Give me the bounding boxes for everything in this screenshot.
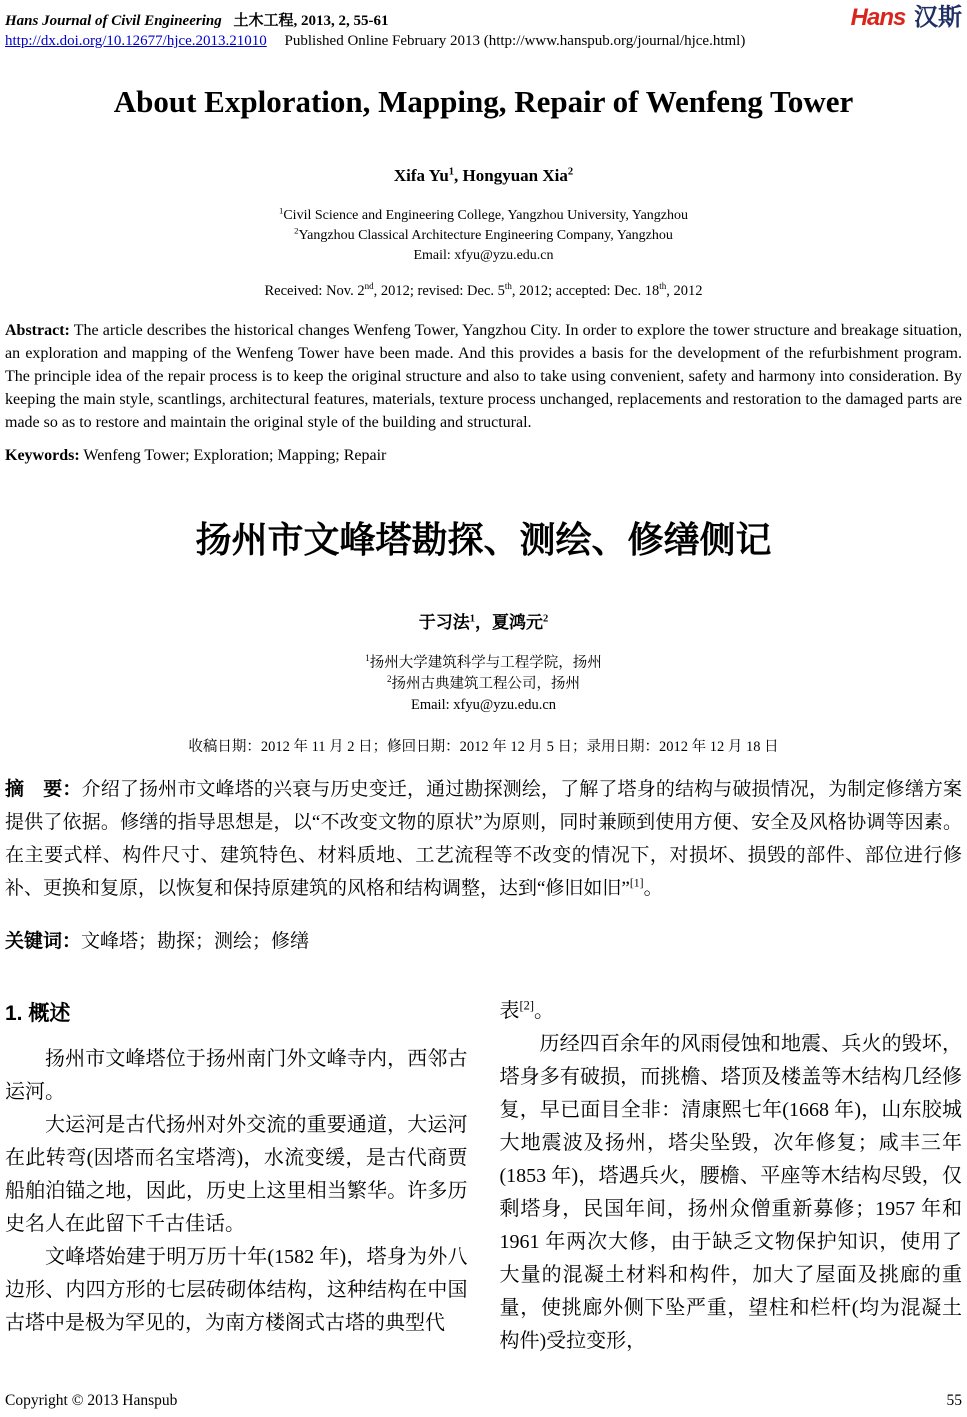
- journal-title-zh: 土木工程, 2013, 2, 55-61: [233, 13, 389, 29]
- keywords-en-text: Wenfeng Tower; Exploration; Mapping; Repair: [79, 447, 387, 464]
- right-paragraph-1: 历经四百余年的风雨侵蚀和地震、兵火的毁坏，塔身多有破损，而挑檐、塔顶及楼盖等木结构几经修复，早已面目全非：清康熙七年(1668 年)，山东胶城大地震波及扬州，塔尖坠毁，次年修复；咸丰三年(1853 年)，塔遇兵火，腰檐、平座等木结构尽毁，仅剩塔身，民国年间，扬州众僧重新募修；1957 年和 1961 年两次大修，由于缺乏文物保护知识，使用了大量的混凝土材料和构件，加大了屋面及挑廊的重量，使挑廊外侧下坠严重，望柱和栏杆(均为混凝土构件)受拉变形，: [499, 1033, 962, 1352]
- affiliations-en: [5, 206, 962, 266]
- email-zh: Email: xfyu@yzu.edu.cn: [410, 697, 557, 713]
- author-en-1: Xifa Yu: [393, 166, 449, 185]
- dates-zh: 收稿日期：2012 年 11 月 2 日；修回日期：2012 年 12 月 5 日；录用日期：2012 年 12 月 18 日: [188, 739, 779, 755]
- right-column: [500, 995, 963, 1358]
- author-en-2-sup: 2: [567, 166, 574, 178]
- received-part-2: , 2012; revised: Dec. 5: [373, 283, 505, 299]
- copyright-text: Copyright © 2013 Hanspub: [5, 1392, 178, 1409]
- author-zh-2: 夏鸿元: [492, 613, 543, 632]
- footnote-ref-1: [1]: [629, 876, 644, 890]
- received-line: [5, 283, 962, 300]
- affiliation-en-1-text: Civil Science and Engineering College, Yangzhou University, Yangzhou: [283, 208, 688, 223]
- author-en-1-sup: 1: [448, 166, 455, 178]
- hans-logo-text: Hans: [850, 4, 906, 31]
- abstract-zh-end: 。: [643, 878, 663, 899]
- hans-logo-zh-text: 汉斯: [914, 4, 962, 31]
- paper-title-zh: 扬州市文峰塔勘探、测绘、修缮侧记: [195, 520, 772, 560]
- right-cont-end: 。: [533, 1000, 554, 1022]
- author-en-sep: ,: [454, 166, 463, 185]
- journal-header: [5, 6, 962, 30]
- affiliation-zh-2: [5, 674, 962, 695]
- affiliation-zh-2-sup: 2: [387, 674, 392, 685]
- doi-link[interactable]: http://dx.doi.org/10.12677/hjce.2013.21010: [5, 33, 267, 49]
- affiliation-zh-1: [5, 653, 962, 674]
- affiliation-en-2-text: Yangzhou Classical Architecture Engineering Company, Yangzhou: [298, 228, 673, 243]
- footnote-ref-2: [2]: [519, 998, 534, 1013]
- author-zh-2-sup: 2: [543, 613, 549, 625]
- received-sup-1: nd: [364, 281, 374, 292]
- body-columns: [5, 995, 962, 1358]
- affiliation-zh-1-text: 扬州大学建筑科学与工程学院，扬州: [369, 655, 602, 671]
- abstract-zh-label: 摘 要：: [5, 779, 82, 800]
- received-part-3: , 2012; accepted: Dec. 18: [511, 283, 660, 299]
- authors-zh: [5, 608, 962, 633]
- doi-line: [5, 33, 962, 50]
- keywords-en: [5, 447, 962, 465]
- affiliation-zh-2-text: 扬州古典建筑工程公司，扬州: [391, 676, 580, 692]
- received-sup-3: th: [659, 281, 667, 292]
- keywords-zh: [5, 926, 962, 953]
- left-paragraph-3: 文峰塔始建于明万历十年(1582 年)，塔身为外八边形、内四方形的七层砖砌体结构，这种结构在中国古塔中是极为罕见的，为南方楼阁式古塔的典型代: [5, 1246, 468, 1334]
- affiliations-zh: [5, 653, 962, 716]
- affiliation-en-1: [5, 206, 962, 226]
- email-en: Email: xfyu@yzu.edu.cn: [413, 248, 554, 263]
- page-footer: [5, 1392, 962, 1410]
- hanspub-logo: [851, 6, 962, 30]
- abstract-en: [5, 319, 962, 434]
- left-paragraph-1: 扬州市文峰塔位于扬州南门外文峰寺内，西邻古运河。: [5, 1048, 468, 1103]
- journal-title-en: Hans Journal of Civil Engineering: [5, 13, 222, 29]
- abstract-zh-text: 介绍了扬州市文峰塔的兴衰与历史变迁，通过勘探测绘，了解了塔身的结构与破损情况，为制定修缮方案提供了依据。修缮的指导思想是，以“不改变文物的原状”为原则，同时兼顾到使用方便、安全及风格协调等因素。在主要式样、构件尺寸、建筑特色、材料质地、工艺流程等不改变的情况下，对损坏、损毁的部件、部位进行修补、更换和复原，以恢复和保持原建筑的风格和结构调整，达到“修旧如旧”: [5, 779, 962, 899]
- affiliation-en-1-sup: 1: [279, 205, 284, 216]
- affiliation-en-2-sup: 2: [294, 225, 299, 236]
- keywords-en-label: Keywords:: [5, 447, 80, 464]
- right-cont-text: 表: [499, 1000, 520, 1022]
- received-sup-2: th: [504, 281, 512, 292]
- abstract-en-text: The article describes the historical changes Wenfeng Tower, Yangzhou City. In order to explore the tower structure and breakage situation, an exploration and mapping of the Wenfeng Tower have been made. And this provides a basis for the development of the refurbishment program. The principle idea of the repair process is to keep the original structure and also to take using convenient, safety and harmony into consideration. By keeping the main style, scantlings, architectural features, materials, texture process unchanged, replacements and restoration to the damaged parts are made so as to restore and maintain the original style of the building and structural.: [5, 322, 962, 431]
- left-column: [5, 995, 468, 1358]
- abstract-en-label: Abstract:: [5, 322, 70, 339]
- affiliation-en-2: [5, 226, 962, 246]
- keywords-zh-label: 关键词：: [5, 931, 82, 952]
- received-part-4: , 2012: [666, 283, 703, 299]
- abstract-zh: [5, 773, 962, 905]
- right-continuation: [500, 995, 963, 1028]
- published-info: Published Online February 2013 (http://www.hanspub.org/journal/hjce.html): [284, 33, 746, 49]
- paper-title-en: About Exploration, Mapping, Repair of Wenfeng Tower: [113, 84, 854, 119]
- author-en-2: Hongyuan Xia: [462, 166, 568, 185]
- author-zh-sep: ，: [475, 613, 492, 632]
- section-heading-1: 1. 概述: [5, 1002, 71, 1025]
- affiliation-zh-1-sup: 1: [365, 653, 370, 664]
- received-part-1: Received: Nov. 2: [264, 283, 365, 299]
- authors-en: [5, 166, 962, 186]
- author-zh-1: 于习法: [418, 613, 470, 632]
- page-number: 55: [946, 1392, 962, 1409]
- left-paragraph-2: 大运河是古代扬州对外交流的重要通道，大运河在此转弯(因塔而名宝塔湾)，水流变缓，是古代商贾船舶泊锚之地，因此，历史上这里相当繁华。许多历史名人在此留下千古佳话。: [5, 1114, 468, 1235]
- author-zh-1-sup: 1: [469, 613, 475, 625]
- keywords-zh-text: 文峰塔；勘探；测绘；修缮: [81, 931, 310, 952]
- journal-line: [5, 6, 388, 30]
